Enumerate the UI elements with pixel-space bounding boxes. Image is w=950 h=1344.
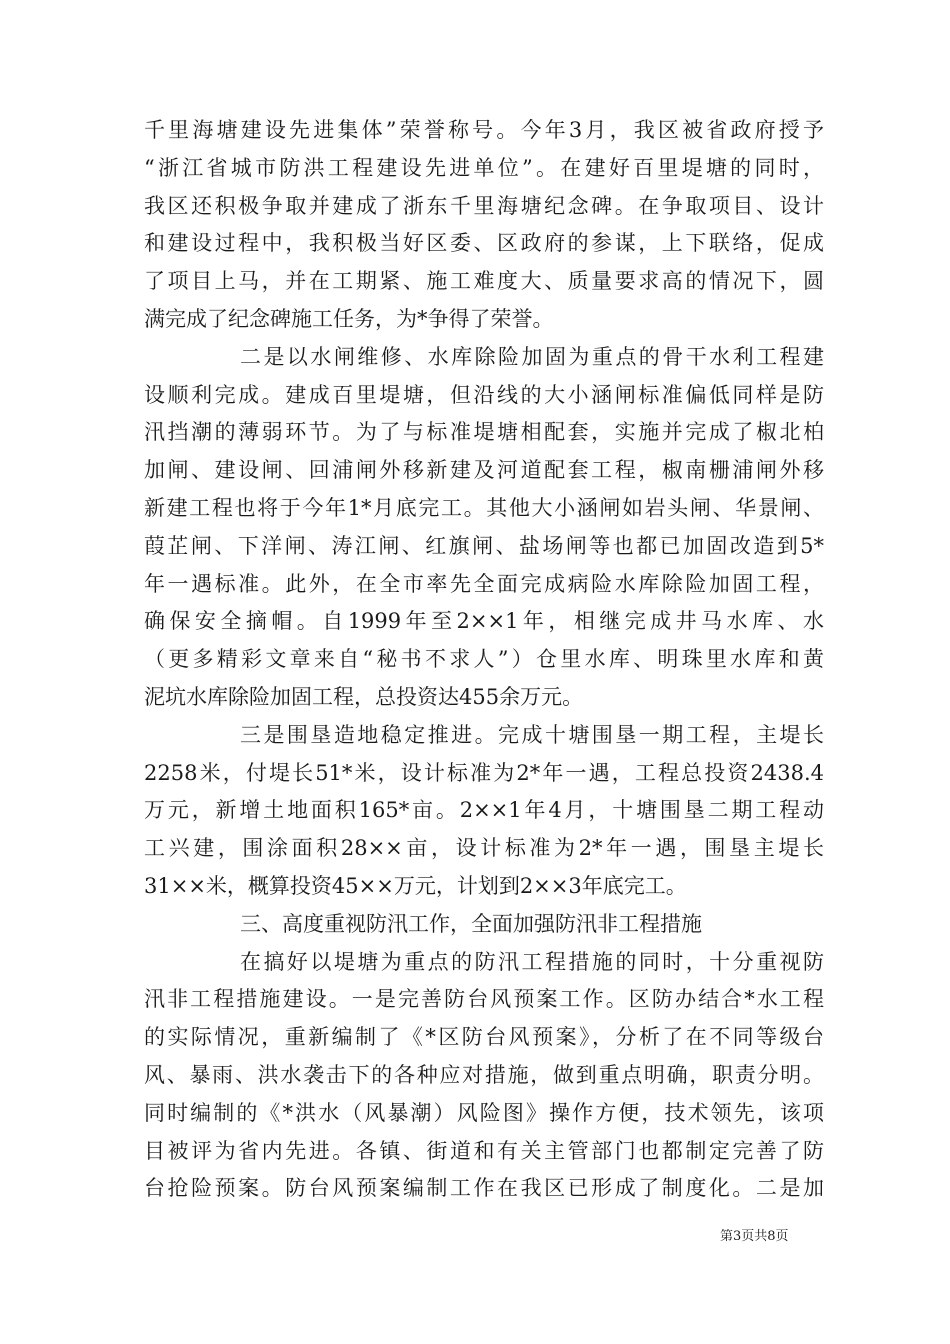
text-line: 二是以水闸维修、水库除险加固为重点的骨干水利工程建 [240,344,824,369]
text-line: 了项目上马，并在工期紧、施工难度大、质量要求高的情况下，圆 [144,269,824,294]
text-line: 万元，新增土地面积165*亩。2××1年4月，十塘围垦二期工程动 [144,798,824,823]
page-number: 第3页共8页 [720,1229,789,1244]
text-line: 千里海塘建设先进集体”荣誉称号。今年3月，我区被省政府授予 [144,118,824,142]
text-line: 设顺利完成。建成百里堤塘，但沿线的大小涵闸标准偏低同样是防 [144,382,824,407]
text-line: 满完成了纪念碑施工任务，为*争得了荣誉。 [144,306,554,331]
text-line: （更多精彩文章来自“秘书不求人”）仓里水库、明珠里水库和黄 [144,647,824,672]
text-line: 三、高度重视防汛工作，全面加强防汛非工程措施 [240,911,702,936]
text-line: 年一遇标准。此外，在全市率先全面完成病险水库除险加固工程， [144,571,824,596]
document-body [144,112,824,1208]
text-line: 我区还积极争取并建成了浙东千里海塘纪念碑。在争取项目、设计 [144,193,824,218]
text-line: 确保安全摘帽。自1999年至2××1年，相继完成井马水库、水 [144,609,824,634]
text-line: 汛非工程措施建设。一是完善防台风预案工作。区防办结合*水工程 [144,987,824,1012]
text-line: 31××米，概算投资45××万元，计划到2××3年底完工。 [144,873,687,898]
text-line: 风、暴雨、洪水袭击下的各种应对措施，做到重点明确，职责分明。 [144,1062,824,1087]
text-line: “浙江省城市防洪工程建设先进单位”。在建好百里堤塘的同时， [144,155,824,180]
text-line: 2258米，付堤长51*米，设计标准为2*年一遇，工程总投资2438.4 [144,760,824,785]
text-line: 同时编制的《*洪水（风暴潮）风险图》操作方便，技术领先，该项 [144,1100,824,1125]
text-line: 加闸、建设闸、回浦闸外移新建及河道配套工程，椒南栅浦闸外移 [144,458,824,483]
text-line: 在搞好以堤塘为重点的防汛工程措施的同时，十分重视防 [240,949,824,974]
text-line: 和建设过程中，我积极当好区委、区政府的参谋，上下联络，促成 [144,231,824,256]
text-line: 工兴建，围涂面积28××亩，设计标准为2*年一遇，围垦主堤长 [144,836,824,861]
text-line: 三是围垦造地稳定推进。完成十塘围垦一期工程，主堤长 [240,722,824,747]
text-line: 台抢险预案。防台风预案编制工作在我区已形成了制度化。二是加 [144,1176,824,1201]
text-line: 的实际情况，重新编制了《*区防台风预案》，分析了在不同等级台 [144,1025,824,1050]
text-line: 葭芷闸、下洋闸、涛江闸、红旗闸、盐场闸等也都已加固改造到5* [144,533,824,558]
text-line: 新建工程也将于今年1*月底完工。其他大小涵闸如岩头闸、华景闸、 [144,495,824,520]
text-line: 目被评为省内先进。各镇、街道和有关主管部门也都制定完善了防 [144,1138,824,1163]
text-line: 汛挡潮的薄弱环节。为了与标准堤塘相配套，实施并完成了椒北柏 [144,420,824,445]
text-line: 泥坑水库除险加固工程，总投资达455余万元。 [144,684,584,709]
